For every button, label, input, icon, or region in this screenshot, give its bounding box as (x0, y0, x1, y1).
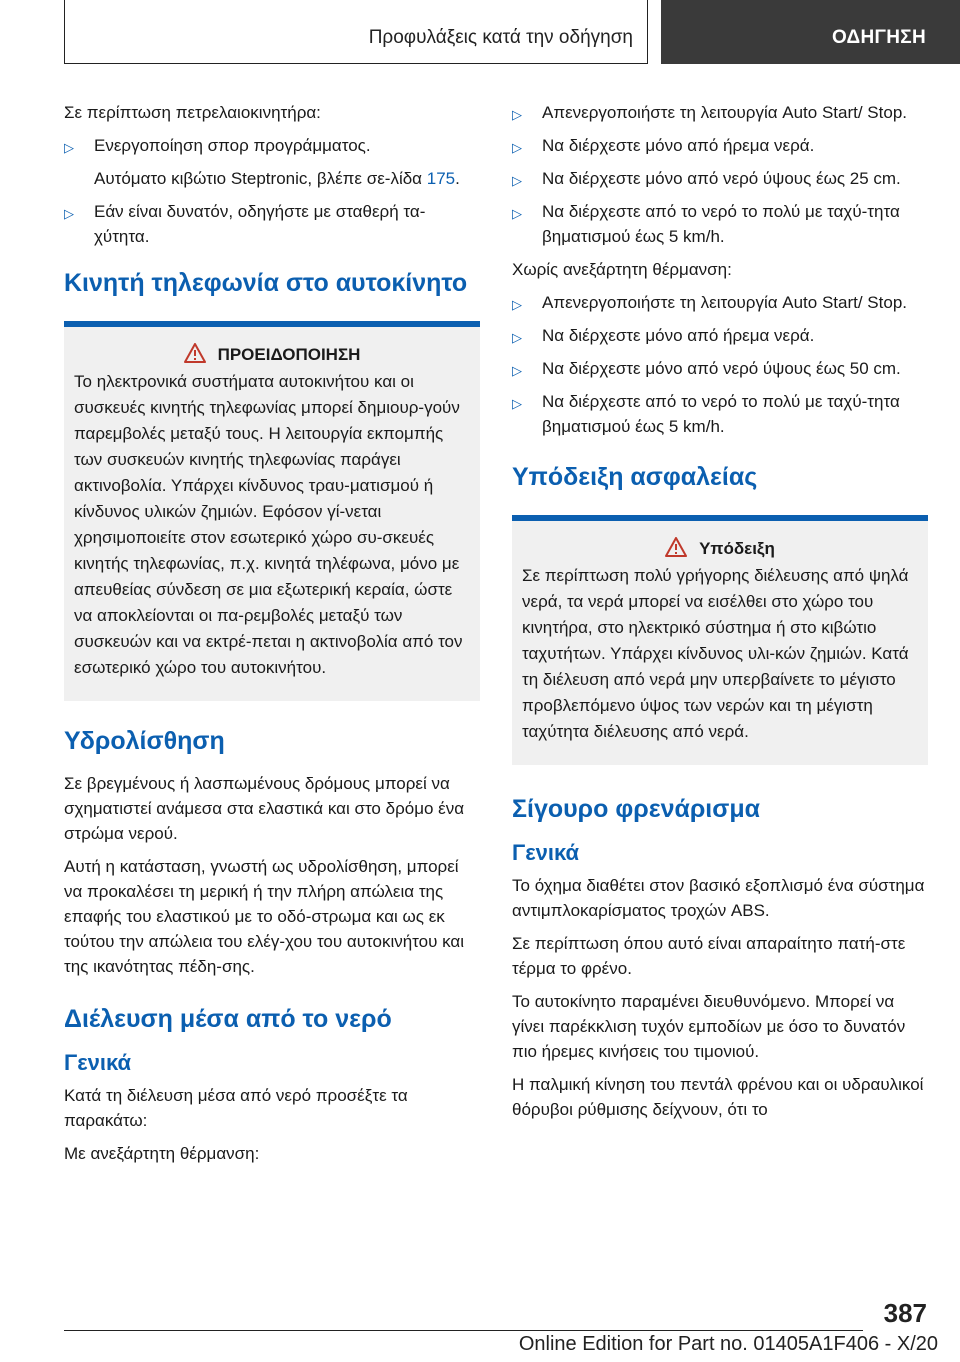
triangle-right-icon: ▷ (512, 206, 522, 221)
heading-mobile-phones: Κινητή τηλεφωνία στο αυτοκίνητο (64, 269, 468, 297)
chapter-tab[interactable] (661, 0, 960, 64)
page-number: 387 (883, 1298, 927, 1328)
paragraph: Με ανεξάρτητη θέρμανση: (64, 1144, 260, 1163)
warning-box (64, 321, 480, 701)
triangle-right-icon: ▷ (512, 107, 522, 122)
paragraph: Η παλμική κίνηση του πεντάλ φρένου και οι υδραυλικοί θόρυβοι ρύθμισης δείχνουν, ότι το (512, 1075, 924, 1119)
paragraph: Το όχημα διαθέτει στον βασικό εξοπλισμό ένα σύστημα αντιμπλοκαρίσματος τροχών ABS. (512, 876, 925, 920)
triangle-right-icon: ▷ (64, 140, 74, 155)
list-item: ▷ Να διέρχεστε μόνο από ήρεμα νερά. (512, 133, 928, 158)
list-item: ▷ Να διέρχεστε από το νερό το πολύ με ταχύ-τητα βηματισμού έως 5 km/h. (512, 202, 900, 246)
paragraph: Το αυτοκίνητο παραμένει διευθυνόμενο. Μπορεί να γίνει παρέκκλιση τυχόν εμποδίων με όσο το δυνατόν πιο ήρεμες κινήσεις του τιμονιού. (512, 992, 906, 1061)
warning-triangle-icon (184, 343, 206, 363)
header-frame (64, 0, 648, 64)
heading-aquaplaning: Υδρολίσθηση (64, 727, 225, 755)
paragraph: Κατά τη διέλευση μέσα από νερό προσέξτε τα παρακάτω: (64, 1086, 408, 1130)
section-title: Προφυλάξεις κατά την οδήγηση (368, 27, 633, 48)
triangle-right-icon: ▷ (512, 363, 522, 378)
heading-safe-braking: Σίγουρο φρενάρισμα (512, 795, 761, 823)
chapter-tab-label: ΟΔΗΓΗΣΗ (831, 27, 926, 48)
triangle-right-icon: ▷ (512, 173, 522, 188)
warning-title: ΠΡΟΕΙΔΟΠΟΙΗΣΗ (74, 343, 470, 365)
triangle-right-icon: ▷ (512, 297, 522, 312)
subheading-general: Γενικά (512, 840, 580, 865)
list-item: ▷ Να διέρχεστε μόνο από νερό ύψους έως 50 cm. (512, 356, 928, 381)
paragraph: Αυτή η κατάσταση, γνωστή ως υδρολίσθηση, μπορεί να προκαλέσει τη μερική ή την πλήρη απώλεια της επαφής του ελαστικού με το οδό-στρωμα και ως εκ τούτου την απώλεια του ελέγ-χου του αυτοκινήτου και της ικανότητας πέδη-σης. (64, 857, 465, 976)
cross-reference: Αυτόματο κιβώτιο Steptronic, βλέπε σε-λίδα 175. (94, 169, 460, 188)
page-link[interactable]: 175 (426, 169, 456, 188)
heading-driving-through-water: Διέλευση μέσα από το νερό (64, 1005, 392, 1033)
triangle-right-icon: ▷ (512, 396, 522, 411)
list-item: ▷ Απενεργοποιήστε τη λειτουργία Auto Start/ Stop. (512, 100, 928, 125)
warning-body: Το ηλεκτρονικά συστήματα αυτοκινήτου και οι συσκευές κινητής τηλεφωνίας μπορεί δημιουρ-γούν παρεμβολές μεταξύ τους. Η λειτουργία εκπομπής των συσκευών κινητής τηλεφωνίας παράγει ακτινοβολία. Υπάρχει κίνδυνος τραυ-ματισμού ή κίνδυνος υλικών ζημιών. Εφόσον γί-νεται χρησιμοποιείτε στον εσωτερικό χώρο συ-σκευές κινητής τηλεφωνίας, π.χ. κινητά τηλέφωνα, μόνο με απευθείας σύνδεση σε μια εξωτερική κεραία, ώστε να αποκλείονται οι πα-ρεμβολές μεταξύ των συσκευών και να εκτρέ-πεται η ακτινοβολία από τον εσωτερικό χώρο του αυτοκινήτου. (74, 372, 463, 677)
subheading-general: Γενικά (64, 1050, 132, 1075)
footer-edition: Online Edition for Part no. 01405A1F406 - X/20 (518, 1333, 938, 1355)
heading-safety-note: Υπόδειξη ασφαλείας (512, 463, 758, 491)
triangle-right-icon: ▷ (512, 330, 522, 345)
paragraph: Σε περίπτωση όπου αυτό είναι απαραίτητο πατή-στε τέρμα το φρένο. (512, 934, 906, 978)
triangle-right-icon: ▷ (64, 206, 74, 221)
list-item: ▷ Απενεργοποιήστε τη λειτουργία Auto Start/ Stop. (512, 290, 928, 315)
list-item: ▷ Να διέρχεστε από το νερό το πολύ με ταχύ-τητα βηματισμού έως 5 km/h. (512, 392, 900, 436)
right-column (512, 100, 928, 1130)
left-column (64, 100, 480, 1174)
note-body: Σε περίπτωση πολύ γρήγορης διέλευσης από ψηλά νερά, τα νερά μπορεί να εισέλθει στο χώρο του κινητήρα, στο ηλεκτρικό σύστημα ή στο κιβώτιο ταχυτήτων. Υπάρχει κίνδυνος υλι-κών ζημιών. Κατά τη διέλευση από νερά μην υπερβαίνετε το μέγιστο προβλεπόμενο ύψος των νερών και τη μέγιστη ταχύτητα διέλευσης από νερά. (522, 566, 909, 741)
list-item: ▷ Εάν είναι δυνατόν, οδηγήστε με σταθερή τα-χύτητα. (64, 202, 426, 246)
triangle-right-icon: ▷ (512, 140, 522, 155)
intro-text: Σε περίπτωση πετρελαιοκινητήρα: (64, 103, 321, 122)
paragraph: Χωρίς ανεξάρτητη θέρμανση: (512, 260, 732, 279)
note-box (512, 515, 928, 765)
note-title: Υπόδειξη (522, 537, 918, 559)
list-item: ▷ Ενεργοποίηση σπορ προγράμματος. (64, 133, 480, 158)
list-item: ▷ Να διέρχεστε μόνο από νερό ύψους έως 25 cm. (512, 166, 928, 191)
warning-triangle-icon (665, 537, 687, 557)
paragraph: Σε βρεγμένους ή λασπωμένους δρόμους μπορεί να σχηματιστεί ανάμεσα στα ελαστικά και στο δρόμο ένα στρώμα νερού. (64, 774, 465, 843)
list-item: ▷ Να διέρχεστε μόνο από ήρεμα νερά. (512, 323, 928, 348)
footer-divider (64, 1330, 863, 1331)
